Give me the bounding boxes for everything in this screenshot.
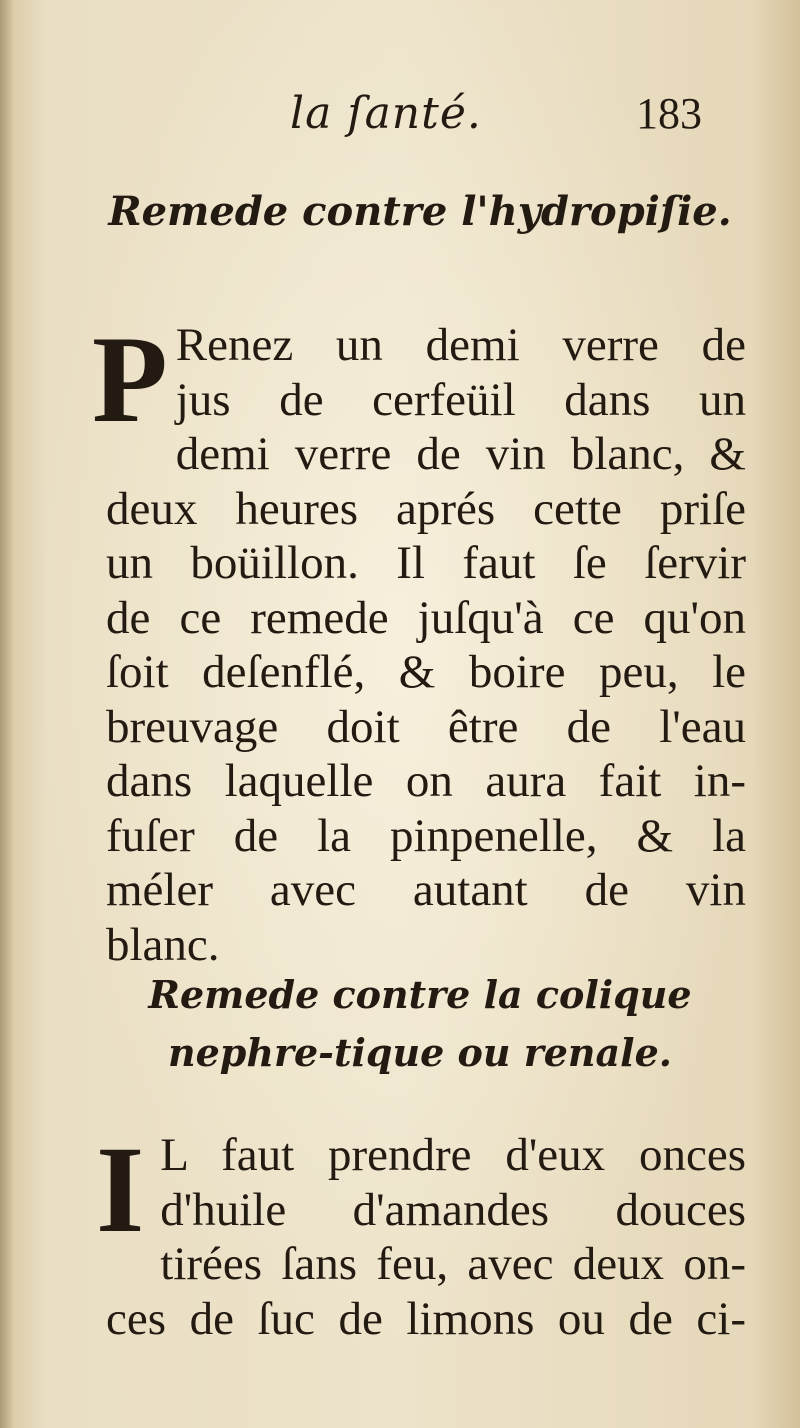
section-heading-hydropisie: Remede contre l'hydropiſie. bbox=[108, 188, 732, 235]
text-line: de ce remede juſqu'à ce qu'on bbox=[106, 591, 746, 644]
paragraph-hydropisie bbox=[92, 311, 746, 972]
text-line: un boüillon. Il faut ſe ſervir bbox=[106, 537, 746, 589]
text-line: L faut prendre d'eux onces bbox=[160, 1129, 746, 1181]
drop-cap: I bbox=[96, 1121, 145, 1258]
text-line: jus de cerfeüil dans un bbox=[175, 373, 746, 426]
text-line: dans laquelle on aura fait in- bbox=[106, 755, 746, 807]
text-line: breuvage doit être de l'eau bbox=[106, 700, 746, 753]
text-line: d'huile d'amandes douces bbox=[160, 1183, 746, 1236]
text-line: demi verre de vin blanc, & bbox=[175, 428, 746, 480]
section-heading-colique: Remede contre la colique nephre-tique ou renale. bbox=[148, 972, 692, 1075]
text-line: méler avec autant de vin bbox=[106, 864, 746, 916]
text-line: fuſer de la pinpenelle, & la bbox=[106, 809, 746, 862]
text-line: tirées ſans feu, avec deux on- bbox=[160, 1238, 746, 1290]
paragraph-colique bbox=[96, 1121, 746, 1346]
text-line: ces de ſuc de limons ou de ci- bbox=[106, 1292, 746, 1345]
text-line: blanc. bbox=[106, 918, 220, 971]
page-number: 183 bbox=[636, 89, 702, 138]
running-head: la ſanté. bbox=[290, 88, 482, 139]
page-header bbox=[0, 88, 800, 148]
text-line: deux heures aprés cette priſe bbox=[106, 482, 746, 535]
text-line: ſoit deſenflé, & boire peu, le bbox=[106, 646, 746, 698]
text-line: Renez un demi verre de bbox=[175, 319, 746, 371]
drop-cap: P bbox=[92, 311, 168, 448]
